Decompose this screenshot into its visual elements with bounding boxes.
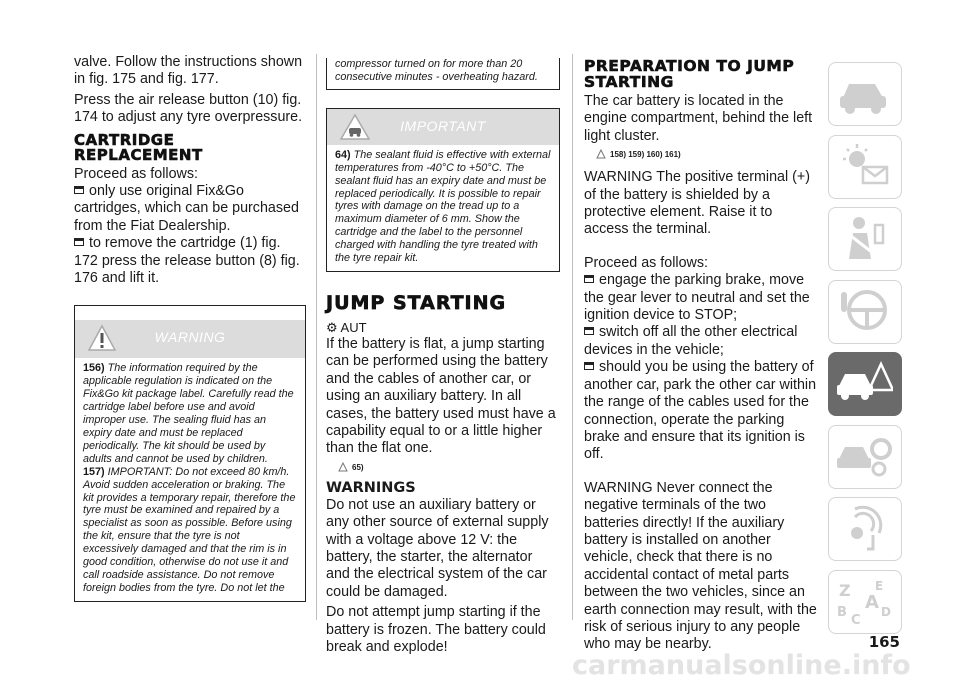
warning-note-157: 157) IMPORTANT: Do not exceed 80 km/h. Avoid sudden acceleration or braking. The kit provides a temporary repair, therefore the tyre must be examined and repaired by a specialist as soon as possible. Before using the kit, ensure that the tyre is not excessively damaged and that the rim is in good condition, otherwise do not use it and call roadside assistance. Do not remove foreign bodies from the tyre. Do not let the [83, 465, 296, 594]
page-number: 165 [868, 633, 900, 651]
automatic-gearbox-label: ⚙ AUT [326, 319, 367, 335]
svg-text:B: B [837, 604, 847, 620]
index-icon [835, 576, 893, 626]
column-1 [74, 54, 306, 602]
paragraph: WARNING Never connect the negative terminals of the two batteries directly! If the auxiliary battery is installed on another vehicle, check that there is no accidental contact of metal parts between the two vehicles, since an earth connection may result, with the risk of serious injury to any people who may be nearby. [584, 479, 817, 653]
note-reference: 65) [338, 462, 560, 474]
svg-text:A: A [865, 591, 879, 613]
hand-icon [596, 149, 606, 161]
paragraph: If the battery is flat, a jump starting can be performed using the battery and the cables of another car, or using an auxiliary battery. In all cases, the battery used must have a capability equal to or a little higher than the flat one. [326, 335, 556, 457]
tab-safety[interactable] [828, 207, 902, 271]
bullet-item: should you be using the battery of another car, park the other car within the range of the cables used for the connection, operate the parking brake and ensure that its ignition is off. [584, 359, 817, 463]
car-icon [835, 68, 893, 118]
continued-warning-box [326, 58, 560, 90]
bullet-icon [584, 327, 594, 335]
paragraph: Press the air release button (10) fig. 174 to adjust any tyre overpressure. [74, 91, 303, 126]
tab-multimedia[interactable] [828, 497, 902, 561]
emergency-icon [835, 358, 893, 408]
warning-lights-icon [835, 141, 893, 191]
tab-warning-lights[interactable] [828, 135, 902, 199]
bullet-icon [584, 275, 594, 283]
svg-text:C: C [851, 612, 861, 626]
bullet-icon [74, 238, 84, 246]
bullet-item: only use original Fix&Go cartridges, which can be purchased from the Fiat Dealership. [74, 183, 299, 234]
watermark: carmanualsonline.info [572, 650, 911, 681]
note-references: 158) 159) 160) 161) [596, 149, 818, 161]
paragraph: Proceed as follows: [584, 254, 708, 271]
section-heading-jump-starting: JUMP STARTING [326, 291, 507, 314]
warning-note-156: 156) The information required by the applicable regulation is indicated on the Fix&Go kit package label. Carefully read the cartridge label before use and avoid improper use. The sealing fluid has an expiry date and must be replaced periodically. The kit should be used by adults and cannot be used by children. [83, 362, 294, 465]
continued-text: compressor turned on for more than 20 consecutive minutes - overheating hazard. [335, 58, 538, 83]
warning-band [75, 320, 305, 358]
warning-title: WARNING [154, 329, 226, 346]
paragraph: Do not use an auxiliary battery or any other source of external supply with a voltage above 12 V: the battery, the starter, the alternator and the electrical system of the car could be damaged. [326, 496, 549, 600]
svg-text:E: E [875, 578, 884, 593]
tab-in-an-emergency[interactable] [828, 352, 902, 416]
paragraph: valve. Follow the instructions shown in fig. 175 and fig. 177. [74, 54, 303, 88]
maintenance-icon [835, 431, 893, 481]
paragraph: Do not attempt jump starting if the battery is frozen. The battery could break and explode! [326, 604, 546, 656]
bullet-item: switch off all the other electrical devices in the vehicle; [584, 324, 798, 358]
safety-icon [835, 213, 893, 263]
section-heading-cartridge: CARTRIDGE REPLACEMENT [74, 130, 203, 164]
hand-icon [338, 462, 348, 474]
column-2 [326, 58, 560, 656]
important-title: IMPORTANT [400, 117, 486, 134]
important-note-64: 64) The sealant fluid is effective with external temperatures from -40°C to +50°C. The sealant fluid has an expiry date and must be replaced periodically. It is possible to repair tyres with damage on the tread up to a maximum diameter of 6 mm. Show the cartridge and the label to the personnel charged with handling the tyre treated with the tyre repair kit. [335, 148, 551, 265]
column-divider [316, 54, 317, 620]
column-3 [584, 58, 818, 654]
bullet-icon [74, 186, 84, 194]
important-band [327, 109, 559, 145]
section-heading-preparation: PREPARATION TO JUMP STARTING [584, 57, 795, 91]
column-divider [572, 54, 573, 620]
paragraph: Proceed as follows: [74, 165, 198, 182]
tab-car[interactable] [828, 62, 902, 126]
svg-text:Z: Z [839, 580, 851, 600]
chapter-tabs [828, 62, 904, 642]
tab-index[interactable] [828, 570, 902, 634]
steering-wheel-icon [835, 286, 893, 336]
important-box [326, 108, 560, 272]
svg-text:D: D [881, 604, 891, 619]
tab-maintenance[interactable] [828, 425, 902, 489]
bullet-item: to remove the cartridge (1) fig. 172 press the release button (8) fig. 176 and lift it. [74, 235, 300, 287]
multimedia-icon [835, 503, 893, 553]
bullet-item: engage the parking brake, move the gear lever to neutral and set the ignition device to STOP; [584, 272, 810, 324]
warning-box [74, 305, 306, 601]
paragraph: The car battery is located in the engine compartment, behind the left light cluster. [584, 93, 813, 144]
warnings-heading: WARNINGS [326, 479, 416, 496]
bullet-icon [584, 362, 594, 370]
tab-starting-driving[interactable] [828, 280, 902, 344]
paragraph: WARNING The positive terminal (+) of the battery is shielded by a protective element. Raise it to access the terminal. [584, 169, 811, 238]
